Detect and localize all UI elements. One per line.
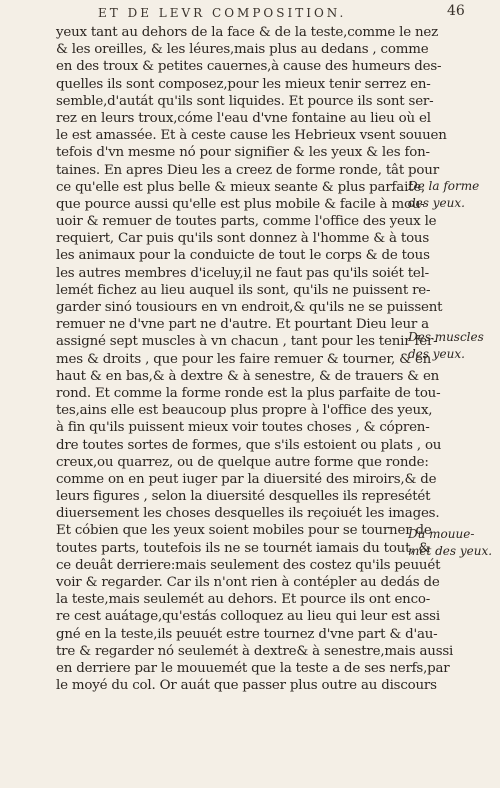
text-line: le est amassée. Et à ceste cause les Hebrieux vsent souuen [56,128,447,144]
text-line: dre toutes sortes de formes, que s'ils estoient ou plats , ou [56,437,442,453]
text-line: diuersement les choses desquelles ils reçoiuét les images. [56,506,440,522]
text-line: mes & droits , que pour les faire remuer & tourner, & en [56,351,432,367]
text-line: rond. Et comme la forme ronde est la plus parfaite de tou- [56,385,441,401]
text-line: assigné sept muscles à vn chacun , tant pour les tenir fer- [56,334,438,350]
text-line: comme on en peut iuger par la diuersité des miroirs,& de [56,471,437,487]
text-line: taines. En apres Dieu les a creez de forme ronde, tât pour [56,162,439,178]
text-line: le moyé du col. Or auát que passer plus outre au discours [56,678,437,694]
text-line: quelles ils sont composez,pour les mieux tenir serrez en- [56,76,431,92]
text-line: tre & regarder nó seulemét à dextre& à senestre,mais aussi [56,643,454,659]
text-line: en des troux & petites cauernes,à cause des humeurs des- [56,59,442,75]
text-line: leurs figures , selon la diuersité desquelles ils represétét [56,489,431,505]
margin-note-movement [408,526,498,560]
text-line: ce deuât derriere:mais seulement des costez qu'ils peuuét [56,557,441,573]
text-line: toutes parts, toutefois ils ne se tournét iamais du tout, & [56,540,431,556]
text-line: lemét fichez au lieu auquel ils sont, qu'ils ne puissent re- [56,282,431,298]
text-line: requiert, Car puis qu'ils sont donnez à l'homme & à tous [56,231,430,247]
text-line: les animaux pour la conduicte de tout le corps & de tous [56,248,430,264]
page-number: 46 [447,3,465,19]
text-line: gné en la teste,ils peuuét estre tournez d'vne part & d'au- [56,626,438,642]
margin-note-line: Des muscles [408,330,484,344]
margin-note-form [408,178,498,212]
margin-note-line: Du mouue- [408,527,475,541]
text-line: & les oreilles, & les léures,mais plus au dedans , comme [56,42,429,58]
text-line: semble,d'autát qu'ils sont liquides. Et pource ils sont ser- [56,93,434,109]
running-head: ET DE LEVR COMPOSITION. [98,6,347,20]
margin-note-muscles [408,329,498,363]
text-line: rez en leurs troux,cóme l'eau d'vne fontaine au lieu où el [56,110,431,126]
margin-note-line: des yeux. [408,347,465,361]
text-line: uoir & remuer de toutes parts, comme l'office des yeux le [56,214,437,230]
text-line: yeux tant au dehors de la face & de la teste,comme le nez [56,25,439,40]
margin-note-line: des yeux. [408,196,465,210]
text-line: à fin qu'ils puissent mieux voir toutes choses , & cópren- [56,420,430,436]
text-line: creux,ou quarrez, ou de quelque autre forme que ronde: [56,454,429,470]
margin-note-line: De la forme [408,179,480,193]
margin-note-line: mét des yeux. [408,544,493,558]
text-line: haut & en bas,& à dextre & à senestre, & de trauers & en [56,368,440,384]
text-line: remuer ne d'vne part ne d'autre. Et pourtant Dieu leur a [56,317,429,333]
text-line: la teste,mais seulemét au dehors. Et pource ils ont enco- [56,592,431,608]
text-line: garder sinó tousiours en vn endroit,& qu'ils ne se puissent [56,300,443,315]
text-line: re cest auátage,qu'estás colloquez au lieu qui leur est assi [56,609,440,625]
text-line: Et cóbien que les yeux soient mobiles pour se tourner de [56,523,432,539]
text-line: les autres membres d'iceluy,il ne faut pas qu'ils soiét tel- [56,265,430,281]
text-line: que pource aussi qu'elle est plus mobile & facile à mou- [56,196,425,212]
text-line: en derriere par le mouuemét que la teste a de ses nerfs,par [56,660,450,676]
text-line: voir & regarder. Car ils n'ont rien à contépler au dedás de [56,575,440,590]
text-line: ce qu'elle est plus belle & mieux seante & plus parfaite, [56,179,426,195]
text-line: tes,ains elle est beaucoup plus propre à l'office des yeux, [56,403,433,419]
text-line: tefois d'vn mesme nó pour signifier & les yeux & les fon- [56,145,430,161]
